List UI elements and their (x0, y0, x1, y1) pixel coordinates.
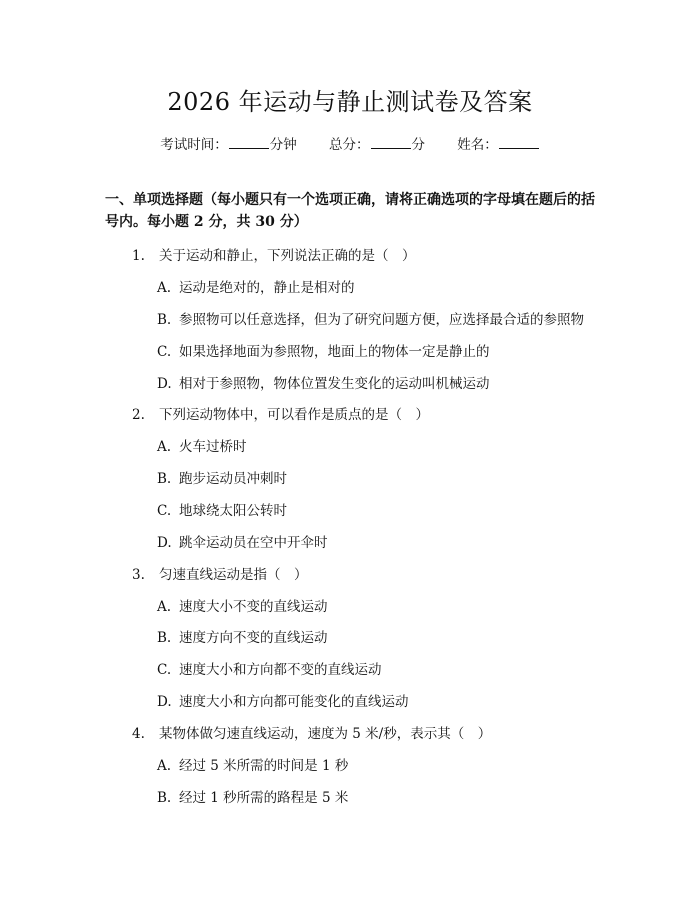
score-blank[interactable] (371, 134, 411, 149)
option-3c[interactable] (157, 658, 382, 678)
section-heading: 一、单项选择题（每小题只有一个选项正确，请将正确选项的字母填在题后的括号内。每小题 2 分，共 30 分） (105, 192, 595, 230)
option-text: 速度大小和方向都可能变化的直线运动 (179, 694, 409, 710)
option-2b[interactable] (157, 467, 287, 487)
page-title: 2026 年运动与静止测试卷及答案 (167, 88, 533, 116)
question-number: 3. (132, 567, 145, 583)
option-text: 速度大小不变的直线运动 (179, 599, 328, 615)
exam-score (329, 137, 425, 153)
question-text: 下列运动物体中，可以看作是质点的是（ ） (159, 407, 429, 423)
option-label: B. (157, 471, 172, 487)
name-blank[interactable] (499, 134, 539, 149)
time-unit: 分钟 (269, 137, 297, 153)
option-label: A. (157, 280, 172, 296)
option-2c[interactable] (157, 499, 287, 519)
option-text: 速度大小和方向都不变的直线运动 (179, 662, 382, 678)
option-label: A. (157, 599, 172, 615)
option-2a[interactable] (157, 435, 247, 455)
option-1a[interactable] (157, 276, 355, 296)
question-number: 2. (132, 407, 145, 423)
question-4 (132, 722, 491, 742)
option-label: B. (157, 790, 172, 806)
question-1 (132, 244, 416, 264)
time-label: 考试时间： (160, 137, 228, 153)
option-label: D. (157, 694, 172, 710)
question-number: 4. (132, 726, 145, 742)
exam-meta (0, 133, 700, 153)
option-2d[interactable] (157, 531, 328, 551)
option-label: C. (157, 503, 172, 519)
option-text: 速度方向不变的直线运动 (179, 630, 328, 646)
time-blank[interactable] (229, 134, 269, 149)
option-text: 经过 5 米所需的时间是 1 秒 (179, 758, 349, 774)
question-text: 关于运动和静止，下列说法正确的是（ ） (159, 248, 416, 264)
option-text: 跑步运动员冲刺时 (179, 471, 287, 487)
option-label: C. (157, 662, 172, 678)
question-2 (132, 403, 429, 423)
question-3 (132, 563, 308, 583)
option-1b[interactable] (157, 308, 584, 328)
option-text: 地球绕太阳公转时 (179, 503, 287, 519)
option-text: 如果选择地面为参照物，地面上的物体一定是静止的 (179, 344, 490, 360)
question-number: 1. (132, 248, 145, 264)
option-3b[interactable] (157, 626, 328, 646)
option-4b[interactable] (157, 786, 348, 806)
option-label: B. (157, 312, 172, 328)
option-4a[interactable] (157, 754, 348, 774)
option-1c[interactable] (157, 340, 490, 360)
option-label: C. (157, 344, 172, 360)
option-1d[interactable] (157, 372, 490, 392)
option-text: 跳伞运动员在空中开伞时 (179, 535, 328, 551)
question-text: 某物体做匀速直线运动，速度为 5 米/秒，表示其（ ） (159, 726, 492, 742)
option-text: 运动是绝对的，静止是相对的 (179, 280, 355, 296)
exam-time (160, 137, 297, 153)
name-label: 姓名： (457, 137, 498, 153)
option-text: 经过 1 秒所需的路程是 5 米 (179, 790, 349, 806)
option-label: A. (157, 758, 172, 774)
option-label: A. (157, 439, 172, 455)
option-text: 相对于参照物，物体位置发生变化的运动叫机械运动 (179, 376, 490, 392)
option-3a[interactable] (157, 595, 328, 615)
option-text: 火车过桥时 (179, 439, 247, 455)
option-label: D. (157, 535, 172, 551)
option-label: B. (157, 630, 172, 646)
question-text: 匀速直线运动是指（ ） (159, 567, 308, 583)
score-label: 总分： (329, 137, 370, 153)
option-3d[interactable] (157, 690, 409, 710)
student-name (457, 137, 540, 153)
score-unit: 分 (411, 137, 425, 153)
option-label: D. (157, 376, 172, 392)
option-text: 参照物可以任意选择，但为了研究问题方便，应选择最合适的参照物 (179, 312, 584, 328)
